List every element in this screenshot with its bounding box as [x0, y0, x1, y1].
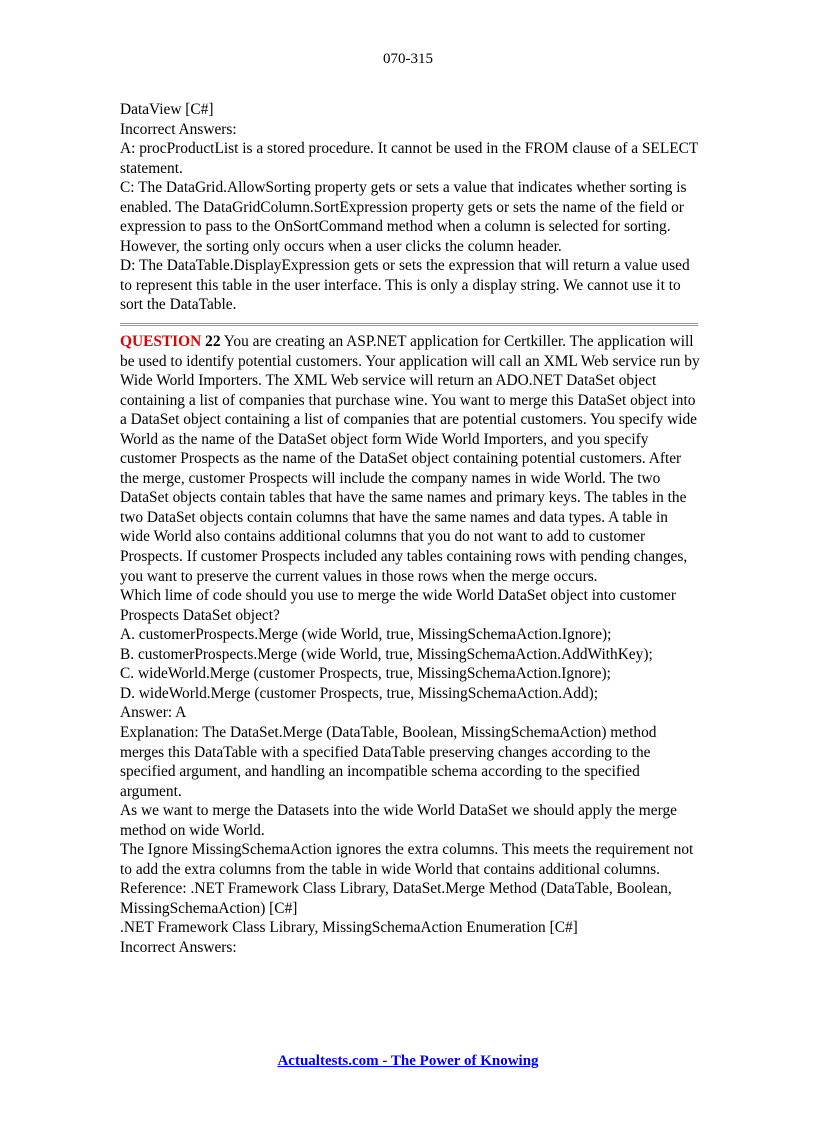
page-header: 070-315	[383, 51, 433, 67]
answer-option: C. wideWorld.Merge (customer Prospects, true, MissingSchemaAction.Ignore);	[120, 665, 611, 683]
document-body	[120, 100, 700, 958]
paragraph: Incorrect Answers:	[120, 120, 237, 138]
paragraph: A: procProductList is a stored procedure. It cannot be used in the FROM clause of a SELECT statement.	[120, 140, 699, 177]
question-text: You are creating an ASP.NET application for Certkiller. The application will be used to identify potential customers. Your application will call an XML Web service run by Wide World Importers. The XML Web service will return an ADO.NET DataSet object containing a list of companies that purchase wine. You want to merge this DataSet object into a DataSet object containing a list of companies that are potential customers. You specify wide World as the name of the DataSet object form Wide World Importers, and you specify customer Prospects as the name of the DataSet object containing potential customers. After the merge, customer Prospects will include the company names in wide World. The two DataSet objects contain tables that have the same names and primary keys. The tables in the two DataSet objects contain columns that have the same names and data types. A table in wide World also contains additional columns that you do not want to add to customer Prospects. If customer Prospects included any tables containing rows with pending changes, you want to preserve the current values in those rows when the merge occurs.	[120, 333, 700, 585]
answer-option: D. wideWorld.Merge (customer Prospects, true, MissingSchemaAction.Add);	[120, 684, 599, 702]
paragraph: D: The DataTable.DisplayExpression gets or sets the expression that will return a value used to represent this table in the user interface. This is only a display string. We cannot use it to sort the DataTable.	[120, 257, 690, 314]
explanation-paragraph: Explanation: The DataSet.Merge (DataTable, Boolean, MissingSchemaAction) method merges this DataTable with a specified DataTable preserving changes according to the specified argument, and handling an incompatible schema according to the specified argument.	[120, 723, 657, 800]
correct-answer: Answer: A	[120, 704, 187, 722]
answer-option: B. customerProspects.Merge (wide World, true, MissingSchemaAction.AddWithKey);	[120, 645, 653, 663]
incorrect-answers-heading: Incorrect Answers:	[120, 938, 237, 956]
question-label: QUESTION	[120, 333, 202, 351]
explanation-paragraph: As we want to merge the Datasets into the wide World DataSet we should apply the merge method on wide World.	[120, 802, 677, 839]
question-paragraph	[120, 332, 700, 586]
reference-paragraph: .NET Framework Class Library, MissingSchemaAction Enumeration [C#]	[120, 919, 578, 937]
question-prompt: Which lime of code should you use to merge the wide World DataSet object into customer Prospects DataSet object?	[120, 587, 676, 624]
answer-option: A. customerProspects.Merge (wide World, true, MissingSchemaAction.Ignore);	[120, 626, 612, 644]
paragraph: C: The DataGrid.AllowSorting property gets or sets a value that indicates whether sorting is enabled. The DataGridColumn.SortExpression property gets or sets the name of the field or expression to pass to the OnSortCommand method when a column is selected for sorting. However, the sorting only occurs when a user clicks the column header.	[120, 179, 687, 255]
footer-link[interactable]: Actualtests.com - The Power of Knowing	[277, 1053, 539, 1069]
section-divider	[120, 323, 698, 326]
reference-paragraph: Reference: .NET Framework Class Library, DataSet.Merge Method (DataTable, Boolean, MissingSchemaAction) [C#]	[120, 880, 672, 917]
explanation-paragraph: The Ignore MissingSchemaAction ignores the extra columns. This meets the requirement not to add the extra columns from the table in wide World that contains additional columns.	[120, 841, 694, 878]
paragraph: DataView [C#]	[120, 101, 214, 118]
page-footer	[0, 1052, 816, 1071]
question-number: 22	[205, 333, 221, 351]
